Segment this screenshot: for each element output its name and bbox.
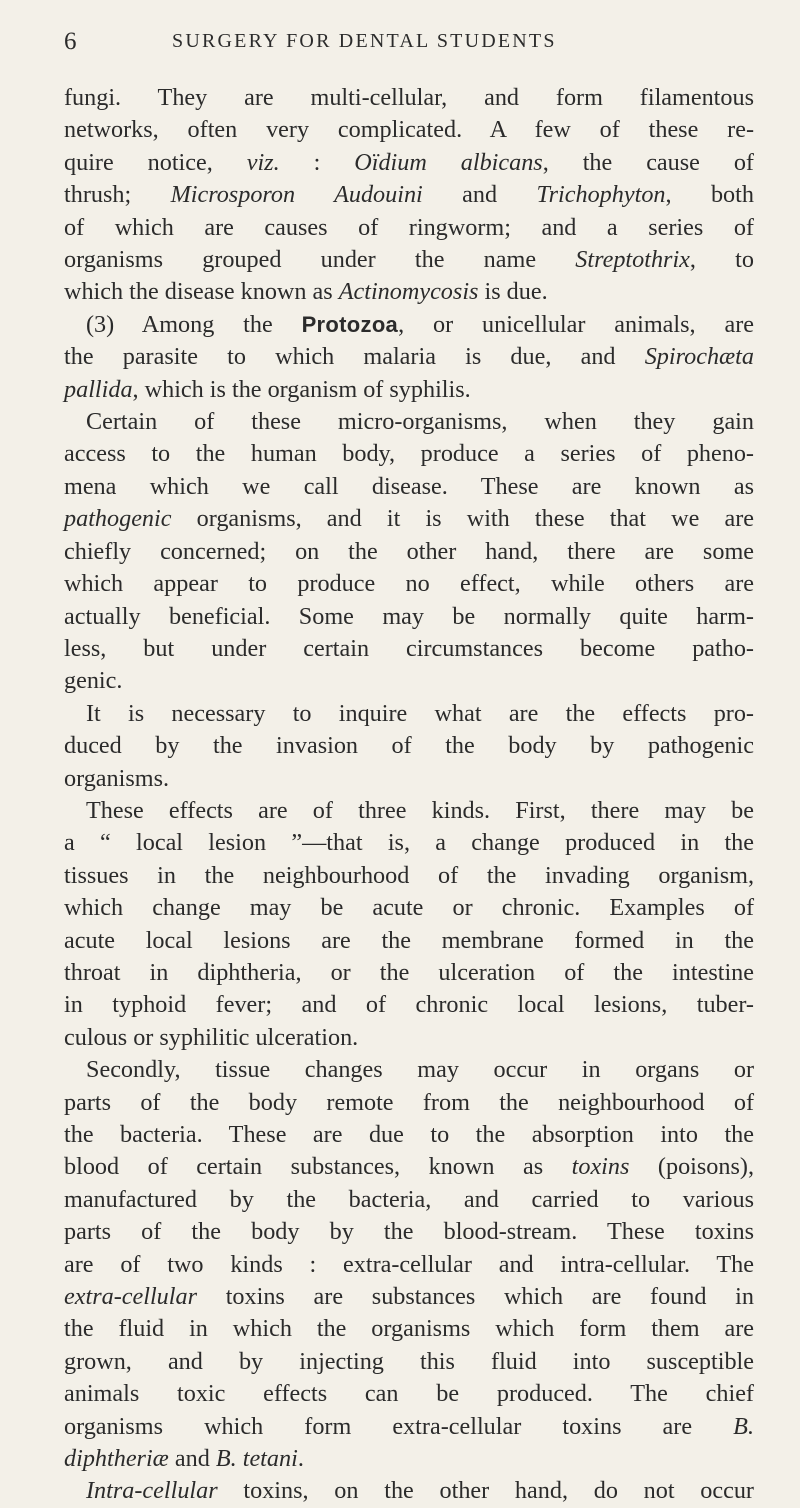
body-text — [64, 82, 754, 1508]
italic-run: viz. — [246, 148, 280, 176]
text-line: grown, and by injecting this fluid into susceptible — [64, 1347, 754, 1375]
page-number: 6 — [64, 28, 77, 55]
text-line: parts of the body by the blood-stream. These toxins — [64, 1218, 754, 1246]
text-line: Certain of these micro-organisms, when they gain — [86, 408, 754, 436]
text-line: organisms which form extra-cellular toxins are B. — [64, 1412, 754, 1440]
text-line: tissues in the neighbourhood of the invading organism, — [64, 861, 754, 889]
running-head — [64, 28, 754, 62]
text-line: fungi. They are multi-cellular, and form filamentous — [64, 84, 754, 111]
text-line: access to the human body, produce a series of pheno- — [64, 440, 754, 468]
italic-run: pathogenic — [64, 505, 172, 533]
text-line: which appear to produce no effect, while others are — [64, 570, 754, 598]
text-line: which the disease known as Actinomycosis is due. — [64, 278, 548, 306]
text-line: mena which we call disease. These are known as — [64, 472, 754, 500]
text-line: less, but under certain circumstances become patho- — [64, 634, 754, 662]
bold-run: Protozoa — [301, 311, 399, 337]
italic-run: Microsporon Audouini — [170, 181, 423, 209]
text-line: Intra-cellular toxins, on the other hand, do not occur — [86, 1477, 754, 1505]
text-line: the fluid in which the organisms which form them are — [64, 1315, 754, 1343]
italic-run: B. — [733, 1412, 754, 1440]
text-line: the bacteria. These are due to the absorption into the — [64, 1121, 754, 1148]
text-line: (3) Among the Protozoa, or unicellular animals, are — [86, 310, 754, 338]
text-line: chiefly concerned; on the other hand, there are some — [64, 537, 754, 565]
text-line: throat in diphtheria, or the ulceration of the intestine — [64, 958, 754, 986]
text-line: parts of the body remote from the neighbourhood of — [64, 1088, 754, 1116]
text-line: in typhoid fever; and of chronic local lesions, tuber- — [64, 991, 754, 1019]
text-line: the parasite to which malaria is due, and Spirochæta — [64, 343, 754, 371]
italic-run: B. tetani — [215, 1445, 298, 1473]
text-line: genic. — [64, 667, 123, 695]
running-title: SURGERY FOR DENTAL STUDENTS — [172, 30, 557, 52]
italic-run: pallida — [64, 375, 133, 403]
italic-run: Actinomycosis — [338, 278, 479, 306]
italic-run: Spirochæta — [644, 343, 754, 371]
text-line: extra-cellular toxins are substances which are found in — [64, 1283, 754, 1311]
text-line: thrush; Microsporon Audouini and Trichophyton, both — [64, 181, 754, 209]
text-line: diphtheriæ and B. tetani. — [64, 1445, 304, 1473]
text-line: culous or syphilitic ulceration. — [64, 1023, 359, 1051]
text-line: pallida, which is the organism of syphilis. — [64, 375, 471, 403]
text-line: manufactured by the bacteria, and carried to various — [64, 1185, 754, 1213]
text-line: acute local lesions are the membrane formed in the — [64, 926, 754, 954]
italic-run: Intra-cellular — [86, 1477, 218, 1505]
text-line: Secondly, tissue changes may occur in organs or — [86, 1056, 754, 1084]
italic-run: Trichophyton — [536, 181, 666, 209]
text-line: of which are causes of ringworm; and a series of — [64, 213, 754, 241]
text-line: pathogenic organisms, and it is with these that we are — [64, 505, 754, 533]
text-line: networks, often very complicated. A few of these re- — [64, 116, 754, 144]
italic-run: diphtheriæ — [64, 1445, 169, 1473]
text-line: are of two kinds : extra-cellular and intra-cellular. The — [64, 1250, 754, 1278]
italic-run: Streptothrix — [575, 246, 690, 274]
text-line: It is necessary to inquire what are the effects pro- — [86, 699, 754, 727]
text-line: blood of certain substances, known as toxins (poisons), — [64, 1153, 754, 1181]
text-line: organisms grouped under the name Streptothrix, to — [64, 246, 754, 274]
text-line: organisms. — [64, 764, 170, 792]
text-line: These effects are of three kinds. First, there may be — [86, 796, 754, 824]
text-line: which change may be acute or chronic. Examples of — [64, 894, 754, 922]
italic-run: Oïdium albicans — [354, 148, 543, 176]
text-line: duced by the invasion of the body by pathogenic — [64, 732, 754, 760]
text-line: quire notice, viz. : Oïdium albicans, the cause of — [64, 148, 754, 176]
text-line: actually beneficial. Some may be normally quite harm- — [64, 602, 754, 630]
italic-run: toxins — [571, 1153, 630, 1181]
book-page — [64, 28, 754, 1508]
text-line: a “ local lesion ”—that is, a change produced in the — [64, 829, 754, 857]
italic-run: extra-cellular — [64, 1283, 197, 1311]
text-line: animals toxic effects can be produced. The chief — [64, 1380, 754, 1408]
